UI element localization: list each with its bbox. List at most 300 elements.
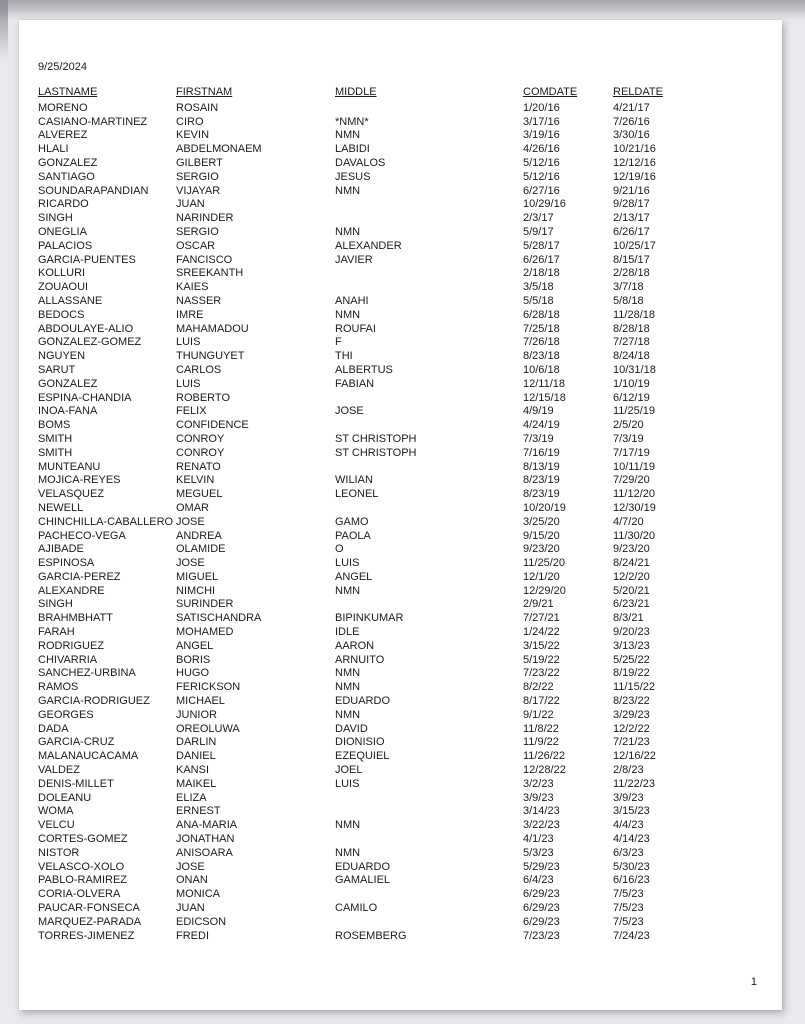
table-cell: 9/1/22 [523,708,554,721]
table-cell: 6/29/23 [523,888,560,901]
table-cell: 3/19/16 [523,129,560,142]
table-cell: 9/28/17 [613,198,650,211]
table-cell: SERGIO [176,225,219,238]
table-cell: ZOUAOUI [38,281,89,294]
table-cell: 3/25/20 [523,515,560,528]
table-cell: 2/9/21 [523,598,554,611]
table-cell: 3/2/23 [523,777,554,790]
table-cell: 8/23/19 [523,474,560,487]
table-cell: DOLEANU [38,791,92,804]
table-cell: 6/12/19 [613,391,650,404]
table-cell: 9/20/23 [613,626,650,639]
table-cell: CASIANO-MARTINEZ [38,115,148,128]
table-row [38,709,772,723]
table-cell: MONICA [176,888,220,901]
table-cell: SURINDER [176,598,234,611]
table-cell: 2/13/17 [613,212,650,225]
table-cell: 6/26/17 [613,225,650,238]
table-row [38,267,772,281]
table-cell: WILIAN [335,474,373,487]
table-cell: 7/23/23 [523,929,560,942]
table-cell: CORTES-GOMEZ [38,833,128,846]
top-shadow [0,0,805,20]
table-cell: 3/17/16 [523,115,560,128]
table-cell: 11/26/22 [523,750,566,763]
table-cell: GILBERT [176,156,223,169]
table-row [38,888,772,902]
column-header-middle: MIDDLE [335,86,377,98]
table-cell: PAUCAR-FONSECA [38,902,140,915]
table-cell: DIONISIO [335,736,385,749]
table-cell: THI [335,350,353,363]
table-cell: GARCIA-PUENTES [38,253,136,266]
table-cell: 5/5/18 [523,294,554,307]
table-cell: 8/23/18 [523,350,560,363]
table-cell: FELIX [176,405,207,418]
table-cell: 4/9/19 [523,405,554,418]
table-cell: DAVALOS [335,156,386,169]
left-corner-shadow [0,0,8,60]
table-cell: CIRO [176,115,204,128]
table-cell: VELCU [38,819,75,832]
table-cell: 6/29/23 [523,902,560,915]
table-cell: NMN [335,129,361,142]
table-cell: 11/25/20 [523,557,566,570]
table-cell: ROSAIN [176,101,219,114]
table-cell: JOSE [176,515,205,528]
table-cell: ONEGLIA [38,225,87,238]
table-cell: 12/12/16 [613,156,656,169]
table-cell: AJIBADE [38,543,84,556]
table-row [38,847,772,861]
table-row [38,433,772,447]
table-cell: ROUFAI [335,322,376,335]
table-cell: CONFIDENCE [176,419,249,432]
table-cell: NMN [335,708,361,721]
table-cell: DADA [38,722,69,735]
table-cell: INOA-FANA [38,405,98,418]
table-cell: NMN [335,846,361,859]
table-cell: LEONEL [335,488,379,501]
table-cell: RENATO [176,460,221,473]
table-cell: 10/21/16 [613,143,656,156]
table-cell: 5/12/16 [523,156,560,169]
table-cell: 7/5/23 [613,902,644,915]
table-cell: 8/3/21 [613,612,644,625]
table-cell: TORRES-JIMENEZ [38,929,135,942]
table-cell: OMAR [176,501,209,514]
table-cell: AARON [335,639,375,652]
table-cell: 7/23/22 [523,667,560,680]
table-cell: 2/3/17 [523,212,554,225]
table-cell: PACHECO-VEGA [38,529,126,542]
table-row [38,474,772,488]
table-cell: 12/19/16 [613,170,656,183]
table-row [38,667,772,681]
table-cell: FREDI [176,929,209,942]
table-row [38,392,772,406]
table-row [38,295,772,309]
table-cell: NMN [335,584,361,597]
table-cell: 3/13/23 [613,639,650,652]
page-number: 1 [750,976,757,988]
table-cell: HLALI [38,143,69,156]
table-row [38,861,772,875]
table-cell: RAMOS [38,681,79,694]
table-cell: JOSE [176,860,205,873]
table-cell: GONZALEZ-GOMEZ [38,336,142,349]
table-cell: 7/3/19 [523,432,554,445]
table-row [38,350,772,364]
table-row [38,571,772,585]
table-cell [335,833,523,847]
table-cell: MUNTEANU [38,460,101,473]
table-cell: 9/23/20 [523,543,560,556]
table-cell: F [335,336,342,349]
table-cell: 12/15/18 [523,391,566,404]
table-cell: GAMALIEL [335,874,391,887]
table-cell: THUNGUYET [176,350,245,363]
table-cell: 11/15/22 [613,681,656,694]
table-cell: ABDELMONAEM [176,143,262,156]
table-cell: VIJAYAR [176,184,221,197]
table-cell [335,598,523,612]
table-cell [335,805,523,819]
table-cell: 8/23/22 [613,695,650,708]
table-cell: 5/12/16 [523,170,560,183]
table-cell: NASSER [176,294,222,307]
table-cell: RICARDO [38,198,89,211]
table-cell: GARCIA-PEREZ [38,570,121,583]
table-cell: 10/25/17 [613,239,656,252]
table-cell: ANA-MARIA [176,819,238,832]
table-cell: GARCIA-CRUZ [38,736,115,749]
table-cell: KELVIN [176,474,215,487]
table-cell: NISTOR [38,846,80,859]
table-cell: OLAMIDE [176,543,226,556]
table-cell: FARAH [38,626,75,639]
table-cell: ESPINOSA [38,557,95,570]
roster-table-body [38,102,772,944]
table-cell [335,102,523,116]
table-cell: MORENO [38,101,88,114]
table-cell: EZEQUIEL [335,750,390,763]
table-cell: 7/3/19 [613,432,644,445]
table-cell [335,502,523,516]
table-cell: JESUS [335,170,371,183]
table-cell: DENIS-MILLET [38,777,114,790]
table-row [38,323,772,337]
table-cell: 9/21/16 [613,184,650,197]
table-row [38,654,772,668]
table-cell: VELASQUEZ [38,488,105,501]
table-cell: BIPINKUMAR [335,612,404,625]
table-row [38,764,772,778]
table-cell: ANAHI [335,294,369,307]
table-cell: 10/31/18 [613,363,656,376]
table-cell: CONROY [176,446,225,459]
table-row [38,116,772,130]
table-cell: 4/14/23 [613,833,650,846]
table-cell: CAMILO [335,902,378,915]
table-cell: ST CHRISTOPH [335,446,417,459]
table-cell: 5/30/23 [613,860,650,873]
table-cell: 6/16/23 [613,874,650,887]
table-cell: JOEL [335,764,363,777]
table-row [38,640,772,654]
table-cell: BRAHMBHATT [38,612,113,625]
table-cell: 7/5/23 [613,888,644,901]
table-cell: NMN [335,184,361,197]
table-cell [335,392,523,406]
table-cell: HUGO [176,667,209,680]
table-row [38,750,772,764]
table-cell [335,461,523,475]
table-row [38,198,772,212]
table-row [38,309,772,323]
table-cell: CONROY [176,432,225,445]
table-cell: DAVID [335,722,368,735]
table-cell: 8/24/21 [613,557,650,570]
table-cell: NIMCHI [176,584,216,597]
table-row [38,833,772,847]
table-cell: FERICKSON [176,681,241,694]
table-cell: 11/9/22 [523,736,559,749]
table-cell: 7/27/21 [523,612,560,625]
table-cell: LUIS [176,336,201,349]
table-cell: JOSE [176,557,205,570]
table-cell: 12/2/20 [613,570,650,583]
table-row [38,916,772,930]
table-cell [335,916,523,930]
table-cell: ANGEL [335,570,373,583]
table-cell: 8/23/19 [523,488,560,501]
table-row [38,502,772,516]
table-cell: MOJICA-REYES [38,474,121,487]
table-cell: 6/28/18 [523,308,560,321]
table-cell: SANCHEZ-URBINA [38,667,136,680]
table-cell: ANDREA [176,529,222,542]
roster-table [38,86,772,943]
table-cell: 7/25/18 [523,322,560,335]
table-cell: FANCISCO [176,253,233,266]
table-row [38,557,772,571]
table-cell: 12/2/22 [613,722,650,735]
table-cell: FABIAN [335,377,375,390]
table-cell: 7/16/19 [523,446,560,459]
table-cell: 4/4/23 [613,819,644,832]
table-cell: OSCAR [176,239,216,252]
table-cell: CARLOS [176,363,222,376]
table-cell: 8/13/19 [523,460,560,473]
table-cell: 1/24/22 [523,626,560,639]
column-header-comdate: COMDATE [523,86,578,98]
table-cell: NEWELL [38,501,84,514]
column-header-firstnam: FIRSTNAM [176,86,233,98]
table-row [38,598,772,612]
table-cell: NMN [335,667,361,680]
table-cell: ANISOARA [176,846,233,859]
table-cell: JUNIOR [176,708,217,721]
table-cell: 3/7/18 [613,281,644,294]
table-cell: GONZALEZ [38,377,98,390]
table-cell: 8/24/18 [613,350,650,363]
table-cell: ONAN [176,874,208,887]
table-row [38,792,772,806]
table-cell: 11/28/18 [613,308,656,321]
table-cell: 10/6/18 [523,363,560,376]
table-row [38,874,772,888]
table-cell: SERGIO [176,170,219,183]
table-cell: 5/8/18 [613,294,644,307]
column-header-lastname: LASTNAME [38,86,98,98]
table-cell: *NMN* [335,115,369,128]
table-cell: 7/29/20 [613,474,650,487]
table-row [38,902,772,916]
table-cell: PABLO-RAMIREZ [38,874,128,887]
table-cell: 1/20/16 [523,101,560,114]
table-row [38,143,772,157]
table-cell: 12/30/19 [613,501,656,514]
table-cell: NMN [335,681,361,694]
table-cell: ALBERTUS [335,363,393,376]
table-cell: 8/17/22 [523,695,560,708]
table-cell: GEORGES [38,708,94,721]
table-cell: 5/20/21 [613,584,650,597]
table-cell: 4/21/17 [613,101,650,114]
table-cell: MAIKEL [176,777,217,790]
table-cell: 3/14/23 [523,805,560,818]
report-date: 9/25/2024 [38,61,87,73]
table-cell: 6/29/23 [523,915,560,928]
table-cell: ALEXANDRE [38,584,105,597]
table-cell: O [335,543,344,556]
table-cell: JAVIER [335,253,373,266]
table-cell: IDLE [335,626,360,639]
table-row [38,447,772,461]
table-row [38,930,772,944]
table-cell: BOMS [38,419,71,432]
table-cell: 3/5/18 [523,281,554,294]
table-cell: 2/8/23 [613,764,644,777]
table-cell: WOMA [38,805,74,818]
table-cell: 6/4/23 [523,874,554,887]
table-cell [335,792,523,806]
table-cell: 12/11/18 [523,377,566,390]
table-cell: 2/5/20 [613,419,644,432]
table-cell: NMN [335,225,361,238]
table-cell: 11/8/22 [523,722,559,735]
table-cell: 8/19/22 [613,667,650,680]
table-cell: 10/11/19 [613,460,656,473]
table-cell: SARUT [38,363,76,376]
table-cell: IMRE [176,308,204,321]
table-cell: ANGEL [176,639,214,652]
table-cell: ALEXANDER [335,239,402,252]
table-cell: LUIS [335,557,360,570]
table-cell: 3/15/22 [523,639,560,652]
table-cell: ESPINA-CHANDIA [38,391,132,404]
table-cell: MALANAUCACAMA [38,750,139,763]
table-cell: VALDEZ [38,764,80,777]
table-cell: 5/19/22 [523,653,560,666]
table-cell: CHINCHILLA-CABALLERO [38,515,174,528]
table-cell [335,419,523,433]
table-cell: DANIEL [176,750,216,763]
table-cell: EDICSON [176,915,227,928]
column-header-reldate: RELDATE [613,86,663,98]
table-cell: 4/1/23 [523,833,554,846]
table-cell: 3/29/23 [613,708,650,721]
table-cell: ERNEST [176,805,221,818]
table-cell: 2/18/18 [523,267,560,280]
table-cell [335,198,523,212]
table-row [38,212,772,226]
table-cell [335,267,523,281]
table-cell: JONATHAN [176,833,235,846]
table-cell: VELASCO-XOLO [38,860,125,873]
table-cell: CHIVARRIA [38,653,98,666]
table-cell: 4/7/20 [613,515,644,528]
table-cell: LUIS [176,377,201,390]
table-cell: 10/20/19 [523,501,566,514]
table-cell: 7/27/18 [613,336,650,349]
table-row [38,819,772,833]
table-cell: 8/28/18 [613,322,650,335]
table-cell: ST CHRISTOPH [335,432,417,445]
table-cell: EDUARDO [335,860,391,873]
table-cell: 4/24/19 [523,419,560,432]
table-cell: RODRIGUEZ [38,639,104,652]
table-cell: 6/26/17 [523,253,560,266]
table-cell: 11/25/19 [613,405,656,418]
table-cell: 6/23/21 [613,598,650,611]
table-row [38,102,772,116]
table-cell: MICHAEL [176,695,225,708]
table-row [38,281,772,295]
table-cell: GAMO [335,515,369,528]
table-cell: KAIES [176,281,209,294]
table-cell: JOSE [335,405,364,418]
table-cell: 3/15/23 [613,805,650,818]
table-cell: OREOLUWA [176,722,240,735]
table-cell: SANTIAGO [38,170,95,183]
table-row [38,226,772,240]
table-cell: PALACIOS [38,239,93,252]
table-row [38,405,772,419]
table-cell: 3/9/23 [613,791,644,804]
table-cell: SOUNDARAPANDIAN [38,184,149,197]
table-cell: 9/23/20 [613,543,650,556]
table-cell: NMN [335,819,361,832]
table-row [38,171,772,185]
table-cell: 11/30/20 [613,529,656,542]
table-cell: GONZALEZ [38,156,98,169]
table-row [38,681,772,695]
table-cell: 2/28/18 [613,267,650,280]
table-row [38,612,772,626]
table-cell: BORIS [176,653,211,666]
table-cell: MOHAMED [176,626,234,639]
table-row [38,736,772,750]
table-cell: 7/17/19 [613,446,650,459]
table-row [38,723,772,737]
table-cell: 12/16/22 [613,750,656,763]
table-cell: ROBERTO [176,391,230,404]
table-cell: 5/3/23 [523,846,554,859]
table-cell: 11/22/23 [613,777,656,790]
table-cell: 11/12/20 [613,488,656,501]
